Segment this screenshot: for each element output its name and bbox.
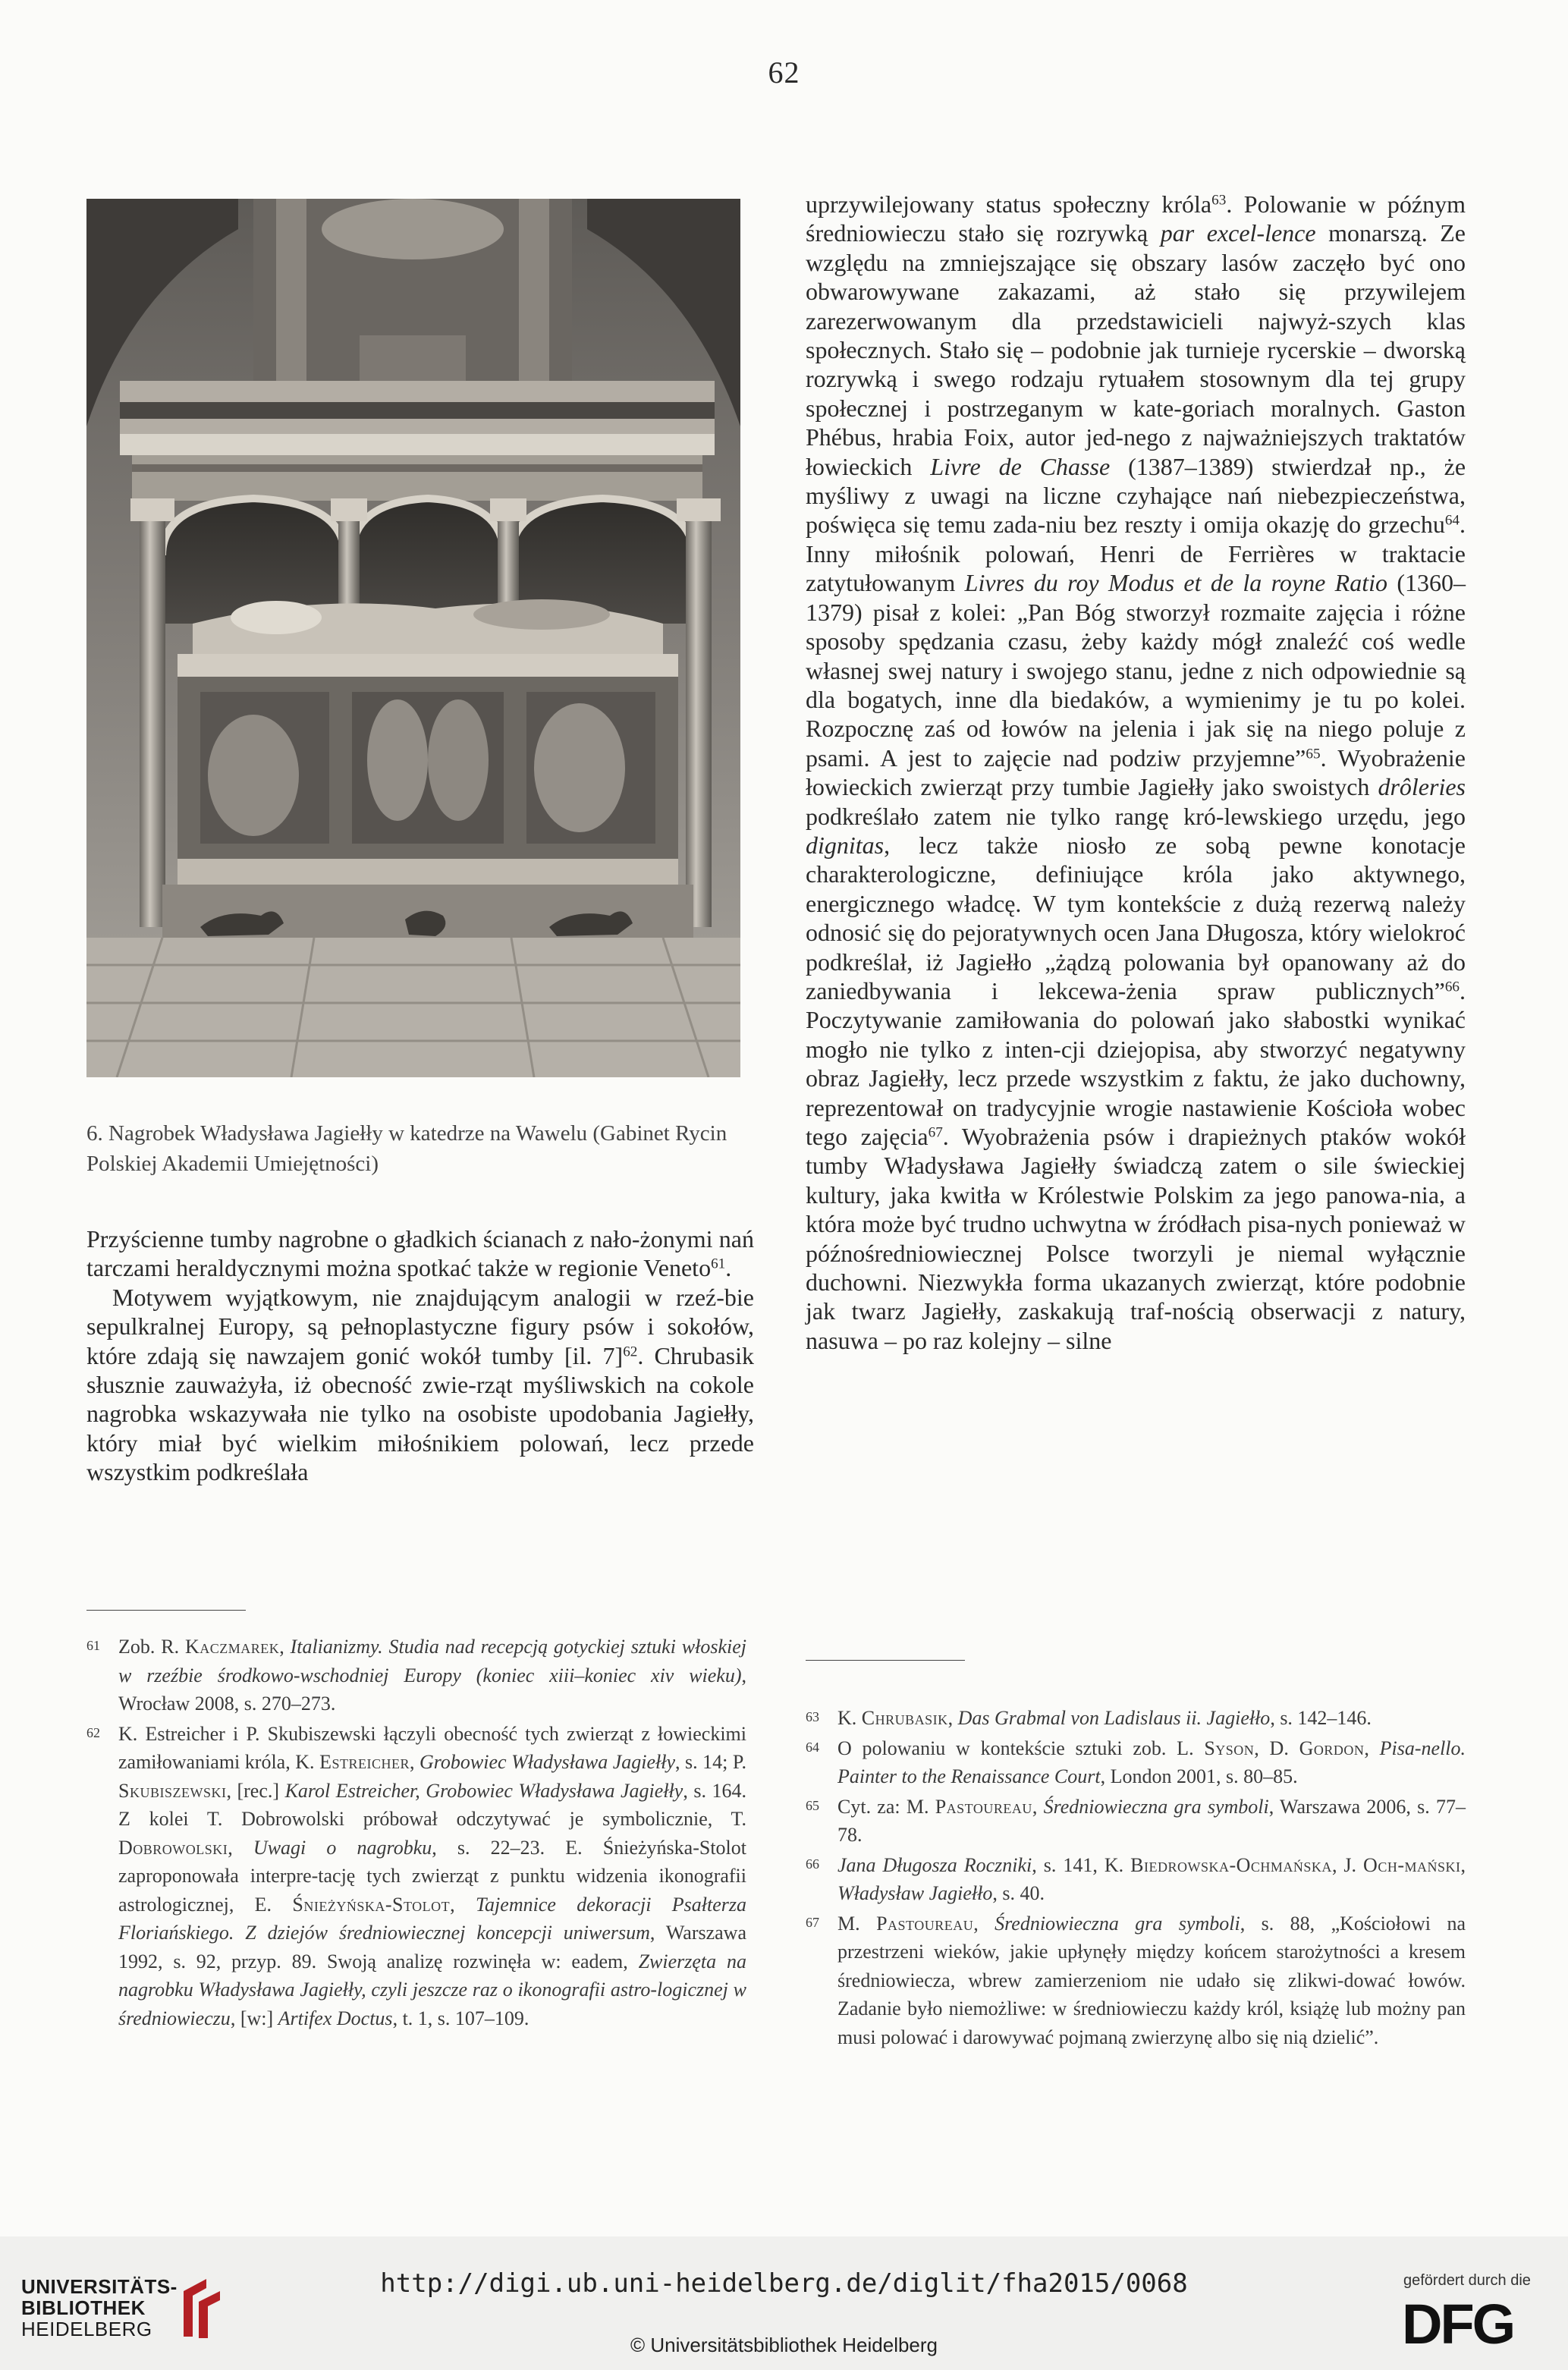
footnote-number: 67 (806, 1914, 819, 1930)
right-column (806, 190, 1466, 1355)
footnote-number: 66 (806, 1856, 819, 1872)
figure-caption: 6. Nagrobek Władysława Jagiełły w katedrze na Wawelu (Gabinet Rycin Polskiej Akademii Umiejętności) (86, 1121, 727, 1176)
footnotes-left (86, 1633, 746, 2034)
footnote-ref: 66 (1444, 979, 1460, 995)
footnote-ref: 63 (1211, 192, 1227, 209)
tomb-illustration (86, 199, 740, 1077)
dfg-logo[interactable]: DFG (1402, 2293, 1514, 2356)
footnote-66: 66 Jana Długosza Roczniki, s. 141, K. Biedrowska-Ochmańska, J. Och-mański, Władysław Jagiełło, s. 40. (806, 1851, 1466, 1908)
footnote-61: 61 Zob. R. Kaczmarek, Italianizmy. Studia nad recepcją gotyckiej sztuki włoskiej w rzeźbie środkowo-wschodniej Europy (koniec xiii–koniec xiv wieku), Wrocław 2008, s. 270–273. (86, 1633, 746, 1718)
copyright: © Universitätsbibliothek Heidelberg (630, 2334, 938, 2356)
footnote-rule (806, 1660, 965, 1661)
footnote-rule (86, 1610, 246, 1611)
footnote-number: 64 (806, 1739, 819, 1755)
library-name-line1: UNIVERSITÄTS- (21, 2275, 178, 2298)
tomb-photograph (86, 199, 740, 1077)
footnote-ref: 65 (1306, 746, 1321, 762)
footnote-ref: 64 (1444, 512, 1460, 529)
sponsor-label: gefördert durch die (1403, 2272, 1531, 2289)
footnote-ref: 62 (623, 1344, 638, 1360)
footnote-65: 65 Cyt. za: M. Pastoureau, Średniowieczna gra symboli, Warszawa 2006, s. 77–78. (806, 1793, 1466, 1850)
footnote-number: 61 (86, 1638, 100, 1653)
library-name-line3: HEIDELBERG (21, 2318, 152, 2340)
permalink[interactable]: http://digi.ub.uni-heidelberg.de/diglit/fha2015/0068 (380, 2268, 1188, 2299)
paragraph: Przyścienne tumby nagrobne o gładkich ścianach z nało-żonymi nań tarczami heraldycznymi można spotkać także w regionie Veneto$^{61}$. (86, 1225, 754, 1282)
paragraph: Motywem wyjątkowym, nie znajdującym analogii w rzeź-bie sepulkralnej Europy, są pełnoplastyczne figury psów i sokołów, które zdają się nawzajem gonić wokół tumby [il. 7]$^{62}$. Chrubasik słusznie zauważyła, iż obecność zwie-rząt myśliwskich na cokole nagrobka wskazywała nie tylko na osobiste upodobania Jagiełły, który miał być wielkim miłośnikiem polowań, lecz przede wszystkim podkreślała (86, 1283, 755, 1486)
left-column (86, 1224, 754, 1487)
footnotes-right (806, 1704, 1466, 2053)
footnote-ref: 67 (928, 1124, 943, 1141)
footnote-number: 62 (86, 1724, 100, 1740)
footnote-63: 63 K. Chrubasik, Das Grabmal von Ladislaus ii. Jagiełło, s. 142–146. (806, 1704, 1466, 1733)
paragraph: uprzywilejowany status społeczny króla$^{63}$. Polowanie w późnym średniowieczu stało się rozrywką par excel-lence monarszą. Ze względu na zmniejszające się obszary lasów zaczęło być ono obwarowywane zakazami, aż stało się przywilejem zarezerwowanym dla przedstawicieli najwyż-szych klas społecznych. Stało się – podobnie jak turnieje rycerskie – dworską rozrywką i swego rodzaju rytuałem stosownym dla tej grupy społecznej i postrzeganym w kate-goriach moralnych. Gaston Phébus, hrabia Foix, autor jed-nego z najważniejszych traktatów łowieckich Livre de Chasse (1387–1389) stwierdzał np., że myśliwy z uwagi na liczne czyhające nań niebezpieczeństwa, poświęca się temu zada-niu bez reszty i omija okazję do grzechu$^{64}$. Inny miłośnik polowań, Henri de Ferrières w traktacie zatytułowanym Livres du roy Modus et de la royne Ratio (1360–1379) pisał z kolei: „Pan Bóg stworzył rozmaite zajęcia i różne sposoby spędzania czasu, żeby każdy mógł znaleźć coś wedle własnej swej natury i swojego stanu, jedne z nich odpowiednie są dla bogatych, inne dla biedaków, a wymienimy je tu po kolei. Rozpocznę zaś od łowów na jelenia i jak się na niego poluje z psami. A jest to zajęcie nad podziw przyjemne”$^{65}$. Wyobrażenie łowieckich zwierząt przy tumbie Jagiełły jako swoistych drôleries podkreślało zatem nie tylko rangę kró-lewskiego urzędu, jego dignitas, lecz także niosło ze sobą pewne konotacje charakterologiczne, definiujące króla jako aktywnego, energicznego władcę. W tym kontekście z dużą rezerwą należy odnosić się do pejoratywnych ocen Jana Długosza, który wielokroć podkreślał, iż Jagiełło „żądzą polowania był opanowany aż do zaniedbywania i lekcewa-żenia spraw publicznych”$^{66}$. Poczytywanie zamiłowania do polowań jako słabostki wynikać mogło nie tylko z inten-cji dziejopisa, aby stworzyć negatywny obraz Jagiełły, lecz przede wszystkim z faktu, że jako duchowny, reprezentował on tradycyjnie wrogie nastawienie Kościoła wobec tego zajęcia$^{67}$. Wyobrażenia psów i drapieżnych ptaków wokół tumby Władysława Jagiełły świadczą zatem o sile świeckiej kultury, jaka kwitła w Królestwie Polskim za jego panowa-nia, a która może być trudno uchwytna w źródłach pisa-nych ponieważ w późnośredniowiecznej Polsce tworzyli je niemal wyłącznie duchowni. Niezwykła forma ukazanych zwierząt, które podobnie jak twarz Jagiełły, zaskakują traf-nością obserwacji z natury, nasuwa – po raz kolejny – silne (806, 190, 1466, 1354)
footnote-ref: 61 (711, 1256, 726, 1272)
page-number: 62 (768, 55, 800, 90)
footnote-number: 65 (806, 1797, 819, 1813)
footnote-64: 64 O polowaniu w kontekście sztuki zob. L. Syson, D. Gordon, Pisa-nello. Painter to the Renaissance Court, London 2001, s. 80–85. (806, 1734, 1466, 1791)
footnote-number: 63 (806, 1709, 819, 1724)
library-name-line2: BIBLIOTHEK (21, 2296, 146, 2319)
footnote-62: 62 K. Estreicher i P. Skubiszewski łączyli obecność tych zwierząt z łowieckimi zamiłowaniami króla, K. Estreicher, Grobowiec Władysława Jagiełły, s. 14; P. Skubiszewski, [rec.] Karol Estreicher, Grobowiec Władysława Jagiełły, s. 164. Z kolei T. Dobrowolski próbował odczytywać je symbolicznie, T. Dobrowolski, Uwagi o nagrobku, s. 22–23. E. Śnieżyńska-Stolot zaproponowała interpre-tację tych zwierząt z punktu widzenia ikonografii astrologicznej, E. Śnieżyńska-Stolot, Tajemnice dekoracji Psałterza Floriańskiego. Z dziejów średniowiecznej koncepcji uniwersum, Warszawa 1992, s. 92, przyp. 89. Swoją analizę rozwinęła w: eadem, Zwierzęta na nagrobku Władysława Jagiełły, czyli jeszcze raz o ikonografii astro-logicznej w średniowieczu, [w:] Artifex Doctus, t. 1, s. 107–109. (86, 1720, 746, 2033)
footnote-67: 67 M. Pastoureau, Średniowieczna gra symboli, s. 88, „Kościołowi na przestrzeni wieków, jakie upłynęły między końcem starożytności a kresem średniowiecza, wbrew zamierzeniom nie udało się zlikwi-dować łowów. Zadanie było niemożliwe: w średniowieczu każdy król, książę lub możny pan musi polować i darowywać pojmaną zwierzynę albo się nią dzielić”. (806, 1910, 1466, 2052)
